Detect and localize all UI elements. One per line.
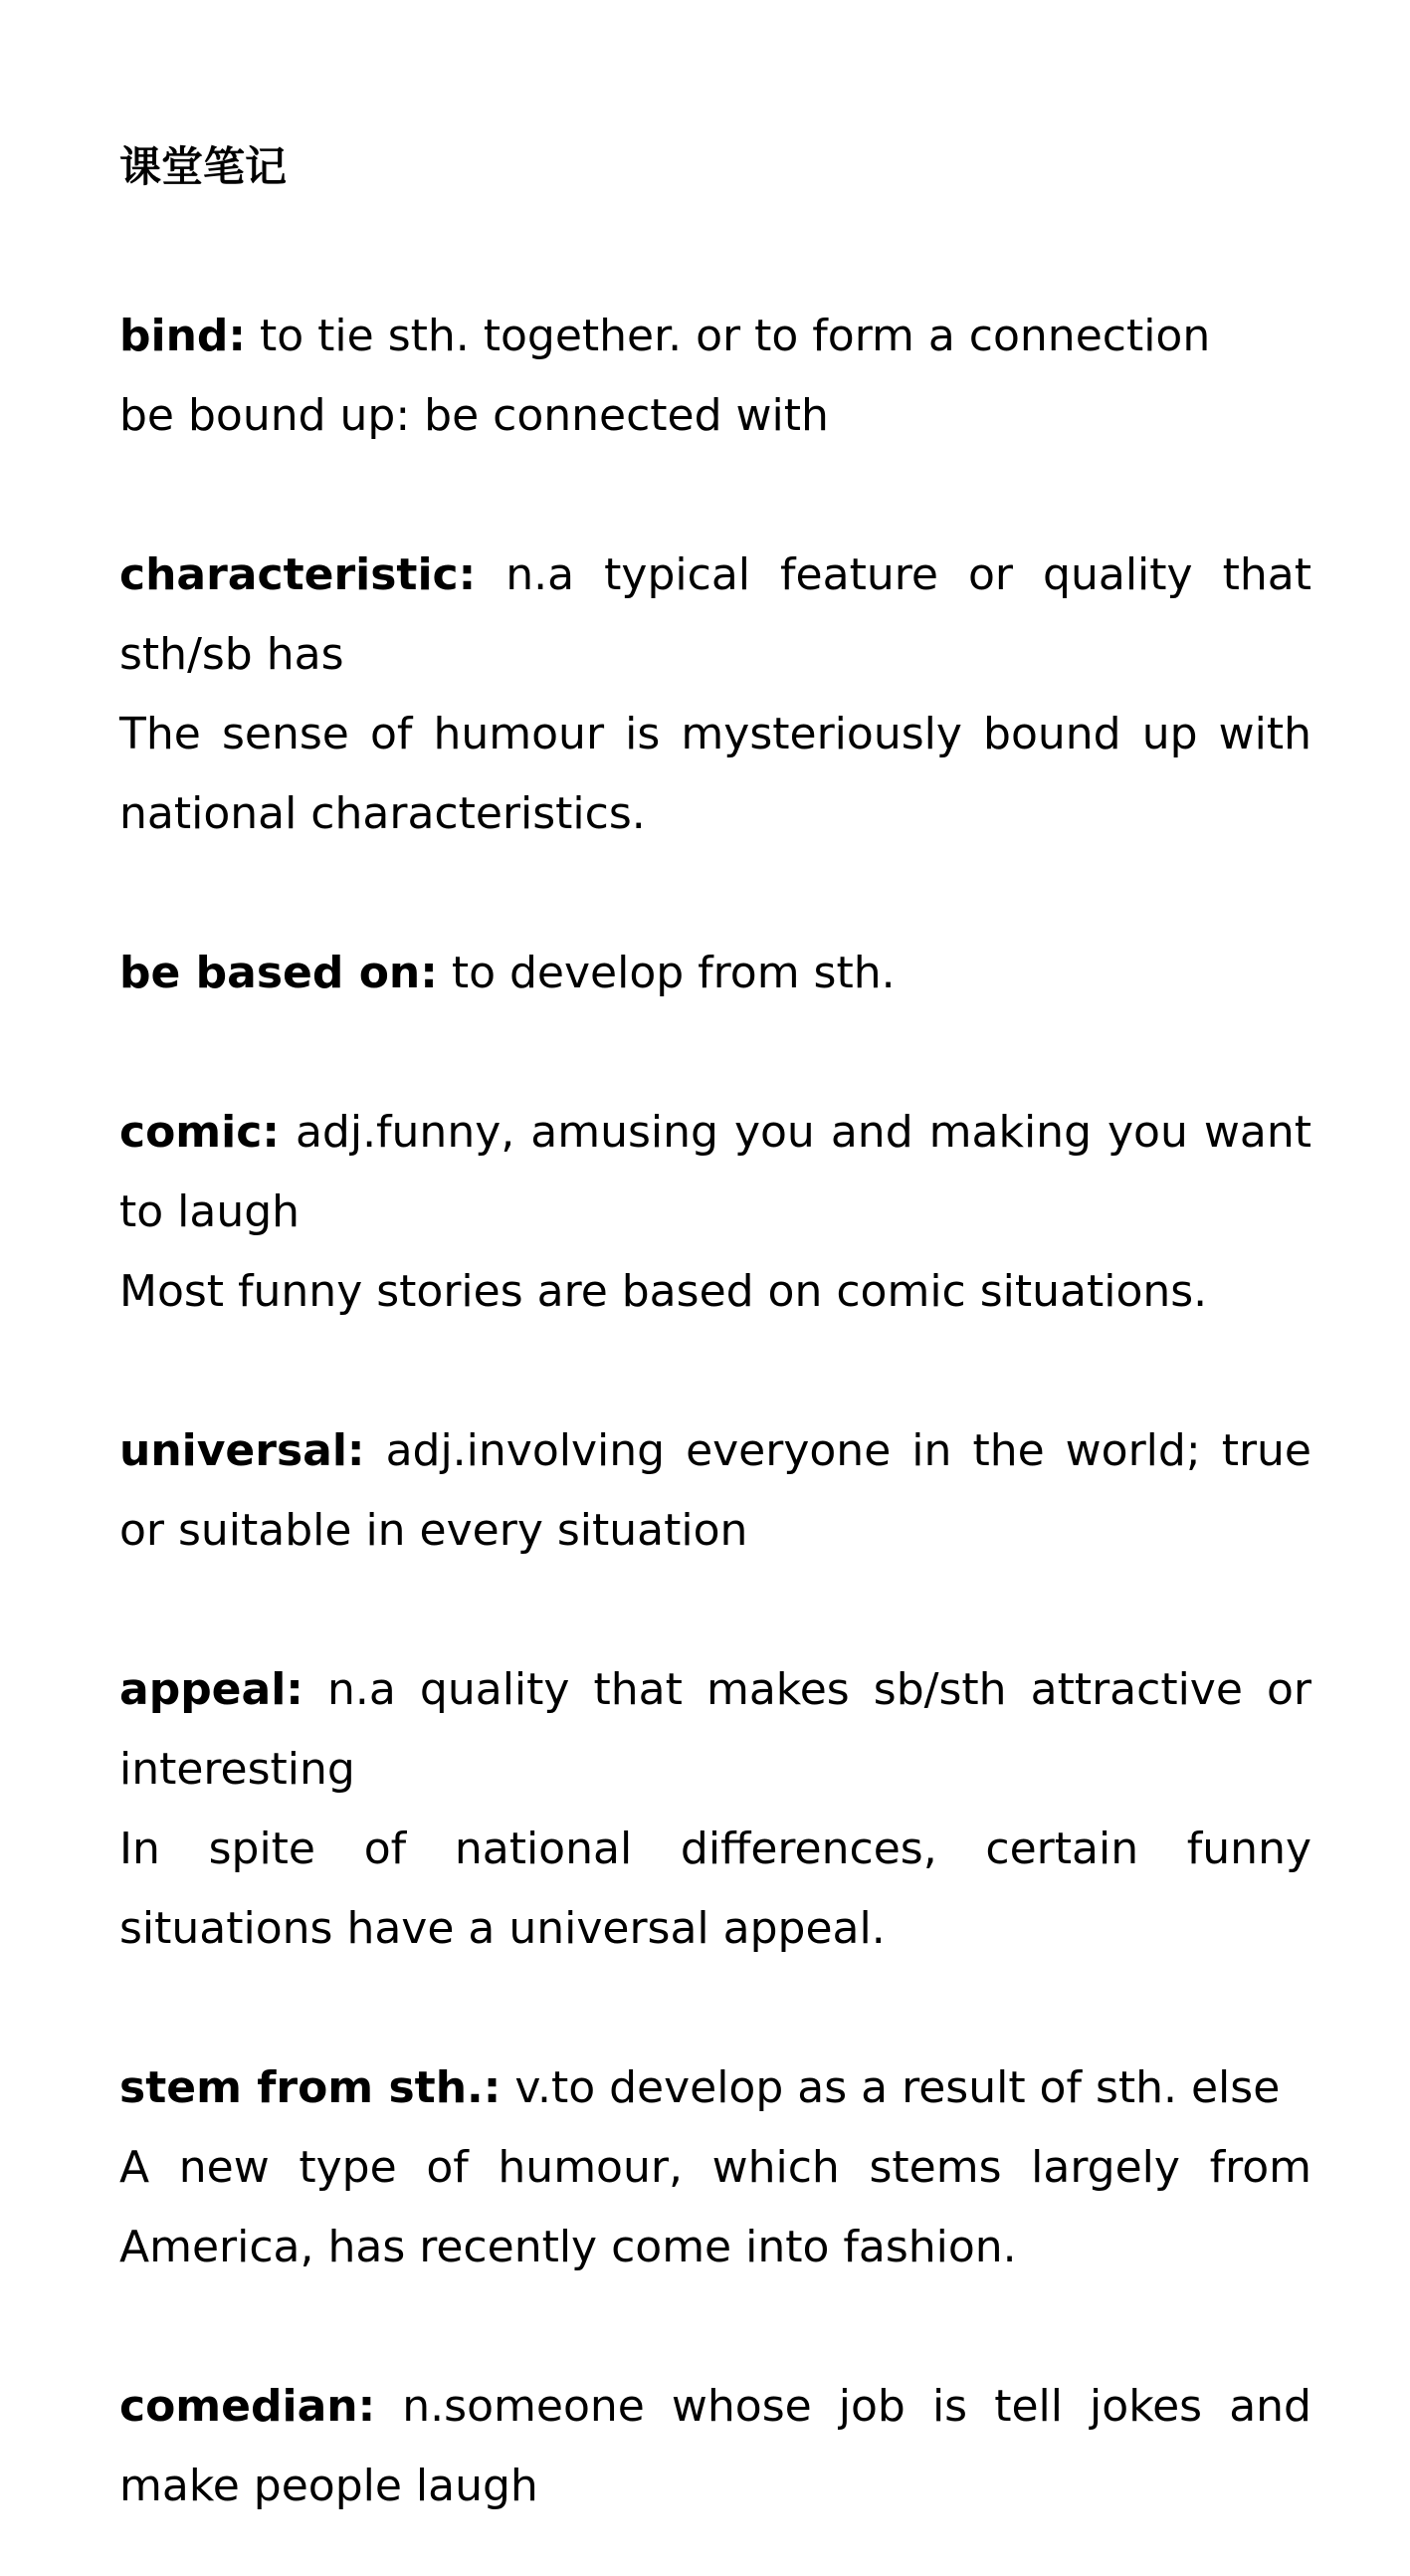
definition-line <box>119 1411 1311 1571</box>
vocab-definition: to tie sth. together. or to form a connection <box>260 311 1211 361</box>
definition-line <box>119 2048 1311 2128</box>
example-sentence: be bound up: be connected with <box>119 390 829 441</box>
example-sentence: Most funny stories are based on comic situations. <box>119 1266 1208 1317</box>
definition-line <box>119 2367 1311 2526</box>
vocab-term: stem from sth.: <box>119 2062 502 2113</box>
vocab-term: appeal: <box>119 1664 303 1715</box>
notes-page <box>119 137 1311 2526</box>
vocab-term: comedian: <box>119 2381 376 2432</box>
vocab-term: universal: <box>119 1425 365 1476</box>
vocab-entry <box>119 934 1311 1013</box>
definition-line <box>119 297 1311 376</box>
vocab-entry <box>119 536 1311 854</box>
vocab-term: characteristic: <box>119 549 477 600</box>
definition-line <box>119 1650 1311 1810</box>
vocab-definition: v.to develop as a result of sth. else <box>514 2062 1281 2113</box>
vocab-definition: n.a typical feature or quality that sth/sb has <box>119 549 1311 680</box>
entry-list <box>119 297 1311 2526</box>
vocab-definition: adj.funny, amusing you and making you want to laugh <box>119 1107 1311 1237</box>
vocab-entry <box>119 2367 1311 2526</box>
vocab-term: bind: <box>119 311 246 361</box>
vocab-term: comic: <box>119 1107 280 1158</box>
vocab-definition: to develop from sth. <box>451 948 896 998</box>
vocab-definition: adj.involving everyone in the world; true or suitable in every situation <box>119 1425 1311 1556</box>
example-sentence: In spite of national differences, certain funny situations have a universal appeal. <box>119 1824 1311 1954</box>
example-sentence: The sense of humour is mysteriously bound up with national characteristics. <box>119 709 1311 839</box>
definition-line <box>119 1093 1311 1252</box>
vocab-entry <box>119 1093 1311 1332</box>
page-title: 课堂笔记 <box>119 142 288 191</box>
vocab-term: be based on: <box>119 948 438 998</box>
vocab-definition: n.someone whose job is tell jokes and make people laugh <box>119 2381 1311 2511</box>
vocab-entry <box>119 2048 1311 2287</box>
example-sentence: A new type of humour, which stems largely from America, has recently come into fashion. <box>119 2142 1311 2272</box>
definition-line <box>119 934 1311 1013</box>
vocab-entry <box>119 1650 1311 1969</box>
vocab-definition: n.a quality that makes sb/sth attractive or interesting <box>119 1664 1311 1795</box>
definition-line <box>119 536 1311 695</box>
vocab-entry <box>119 1411 1311 1571</box>
vocab-entry <box>119 297 1311 456</box>
